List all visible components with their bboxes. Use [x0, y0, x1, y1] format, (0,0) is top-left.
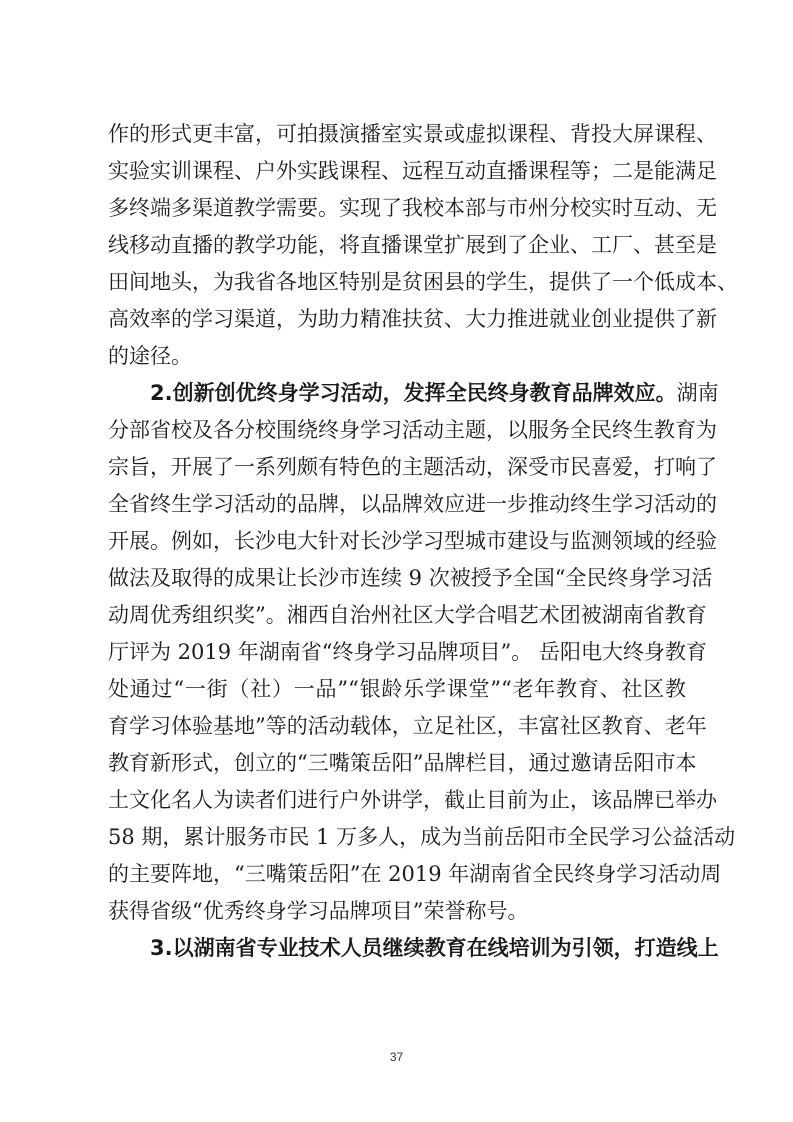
paragraph-line: 多终端多渠道教学需要。实现了我校本部与市州分校实时互动、无 — [108, 196, 717, 220]
paragraph-line: 土文化名人为读者们进行户外讲学，截止目前为止，该品牌已举办 — [108, 788, 717, 812]
paragraph-line: 的途径。 — [108, 344, 192, 368]
page-number: 37 — [389, 1050, 404, 1064]
section-2-heading-line — [108, 375, 719, 412]
paragraph-line: 做法及取得的成果让长沙市连续 9 次被授予全国“全民终身学习活 — [108, 566, 713, 590]
paragraph-line: 的主要阵地，“三嘴策岳阳”在 2019 年湖南省全民终身学习活动周 — [108, 862, 722, 886]
paragraph-line: 教育新形式，创立的“三嘴策岳阳”品牌栏目，通过邀请岳阳市本 — [108, 751, 697, 775]
paragraph-line: 育学习体验基地”等的活动载体，立足社区，丰富社区教育、老年 — [108, 714, 707, 738]
paragraph-line: 处通过“一街（社）一品”“银龄乐学课堂”“老年教育、社区教 — [108, 677, 686, 701]
body-text — [108, 116, 738, 967]
paragraph-line: 作的形式更丰富，可拍摄演播室实景或虚拟课程、背投大屏课程、 — [108, 122, 717, 146]
section-2-heading: 2.创新创优终身学习活动，发挥全民终身教育品牌效应。 — [150, 381, 677, 405]
paragraph-line: 线移动直播的教学功能，将直播课堂扩展到了企业、工厂、甚至是 — [108, 233, 717, 257]
paragraph-line: 获得省级“优秀终身学习品牌项目”荣誉称号。 — [108, 899, 529, 923]
paragraph-line: 58 期，累计服务市民 1 万多人，成为当前岳阳市全民学习公益活动 — [108, 825, 736, 849]
paragraph-line: 分部省校及各分校围绕终身学习活动主题，以服务全民终生教育为 — [108, 418, 717, 442]
paragraph-line: 宗旨，开展了一系列颇有特色的主题活动，深受市民喜爱，打响了 — [108, 455, 717, 479]
section-3-heading-line — [108, 930, 719, 967]
paragraph-line: 开展。例如，长沙电大针对长沙学习型城市建设与监测领域的经验 — [108, 529, 717, 553]
section-3-heading: 3.以湖南省专业技术人员继续教育在线培训为引领，打造线上 — [150, 936, 719, 960]
paragraph-line: 全省终生学习活动的品牌，以品牌效应进一步推动终生学习活动的 — [108, 492, 717, 516]
paragraph-line: 高效率的学习渠道，为助力精准扶贫、大力推进就业创业提供了新 — [108, 307, 717, 331]
paragraph-line: 动周优秀组织奖”。湘西自治州社区大学合唱艺术团被湖南省教育 — [108, 603, 707, 627]
section-2-heading-tail: 湖南 — [676, 381, 719, 405]
paragraph-line: 田间地头，为我省各地区特别是贫困县的学生，提供了一个低成本、 — [108, 270, 738, 294]
paragraph-line: 厅评为 2019 年湖南省“终身学习品牌项目”。 岳阳电大终身教育 — [108, 640, 707, 664]
paragraph-line: 实验实训课程、户外实践课程、远程互动直播课程等；二是能满足 — [108, 159, 717, 183]
